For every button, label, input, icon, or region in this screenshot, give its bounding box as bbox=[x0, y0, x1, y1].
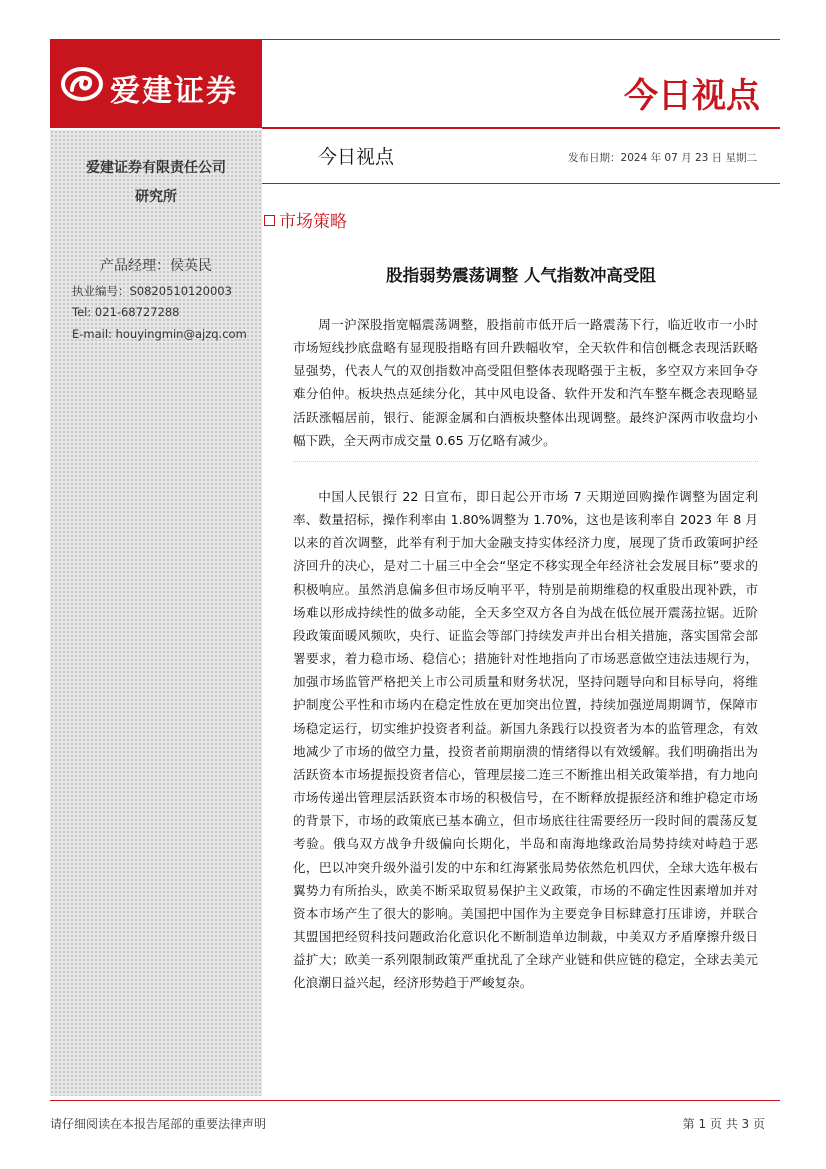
view-title: 今日视点 bbox=[318, 146, 395, 168]
sidebar-email[interactable]: E-mail: houyingmin@ajzq.com bbox=[72, 327, 247, 341]
brand-logo-icon bbox=[60, 64, 104, 104]
article-paragraph-2: 中国人民银行 22 日宣布，即日起公开市场 7 天期逆回购操作调整为固定利率、数量招标，操作利率由 1.80%调整为 1.70%，这也是该利率自 2023 年 8 月以来的首次调整，此举有利于加大金融支持实体经济力度，展现了货币政策呵护经济回升的决心，是对二十届三中全会“坚定不移实现全年经济社会发展目标”要求的积极响应。虽然消息偏多但市场反响平平，特别是前期维稳的权重股出现补跌，市场难以形成持续性的做多动能，全天多空双方各自为战在低位展开震荡拉锯。近阶段政策面暖风频吹，央行、证监会等部门持续发声并出台相关措施，落实国常会部署要求，着力稳市场、稳信心；措施针对性地指向了市场恶意做空违法违规行为，加强市场监管严格把关上市公司质量和财务状况，坚持问题导向和目标导向，将维护制度公平性和市场内在稳定性放在更加突出位置，持续加强逆周期调节，保障市场稳定运行，切实维护投资者利益。新国九条践行以投资者为本的监管理念，有效地减少了市场的做空力量，投资者前期崩溃的情绪得以有效缓解。我们明确指出为活跃资本市场提振投资者信心，管理层接二连三不断推出相关政策举措，有力地向市场传递出管理层活跃资本市场的积极信号，在不断释放提振经济和维护稳定市场的背景下，市场的政策底已基本确立，但市场底往往需要经历一段时间的震荡反复考验。俄乌双方战争升级偏向长期化，半岛和南海地缘政治局势持续对峙趋于恶化，巴以冲突升级外溢引发的中东和红海紧张局势依然危机四伏，全球大选年极右翼势力有所抬头，欧美不断采取贸易保护主义政策，市场的不确定性因素增加并对资本市场产生了很大的影响。美国把中国作为主要竞争目标肆意打压诽谤，并联合其盟国把经贸科技问题政治化意识化不断制造单边制裁，中美双方矛盾摩擦升级日益扩大；欧美一系列限制政策严重扰乱了全球产业链和供应链的稳定，全球去美元化浪潮日益兴起，经济形势趋于严峻复杂。 bbox=[293, 489, 758, 991]
publish-date: 发布日期：2024 年 07 月 23 日 星期二 bbox=[568, 152, 757, 164]
sidebar-manager: 产品经理：侯英民 bbox=[100, 258, 212, 274]
paragraph-separator bbox=[293, 461, 758, 462]
sidebar-tel: Tel: 021-68727288 bbox=[72, 305, 180, 319]
footer-disclaimer: 请仔细阅读在本报告尾部的重要法律声明 bbox=[50, 1117, 267, 1131]
article-paragraph-1: 周一沪深股指宽幅震荡调整，股指前市低开后一路震荡下行，临近收市一小时市场短线抄底盘略有显现股指略有回升跌幅收窄，全天软件和信创概念表现活跃略显强势，代表人气的双创指数冲高受阻但整体表现略强于主板，多空双方来回争夺难分伯仲。板块热点延续分化，其中风电设备、软件开发和汽车整车概念表现略显活跃涨幅居前，银行、能源金属和白酒板块整体出现调整。最终沪深两市收盘均小幅下跌，全天两市成交量 0.65 万亿略有减少。 bbox=[293, 317, 758, 448]
content-divider bbox=[262, 183, 780, 184]
checkbox-square-icon bbox=[264, 215, 275, 226]
header-divider bbox=[262, 127, 780, 129]
page-number: 第 1 页 共 3 页 bbox=[682, 1117, 765, 1131]
header-title: 今日视点 bbox=[624, 76, 760, 116]
sidebar-department: 研究所 bbox=[135, 189, 177, 205]
section-heading-label: 市场策略 bbox=[279, 212, 347, 232]
sidebar-license: 执业编号：S0820510120003 bbox=[72, 284, 232, 298]
footer-divider bbox=[50, 1100, 780, 1101]
section-heading bbox=[264, 207, 347, 232]
sidebar-company: 爱建证券有限责任公司 bbox=[86, 160, 226, 176]
article-title: 股指弱势震荡调整 人气指数冲高受阻 bbox=[386, 266, 656, 285]
brand-name: 爱建证券 bbox=[110, 74, 238, 109]
